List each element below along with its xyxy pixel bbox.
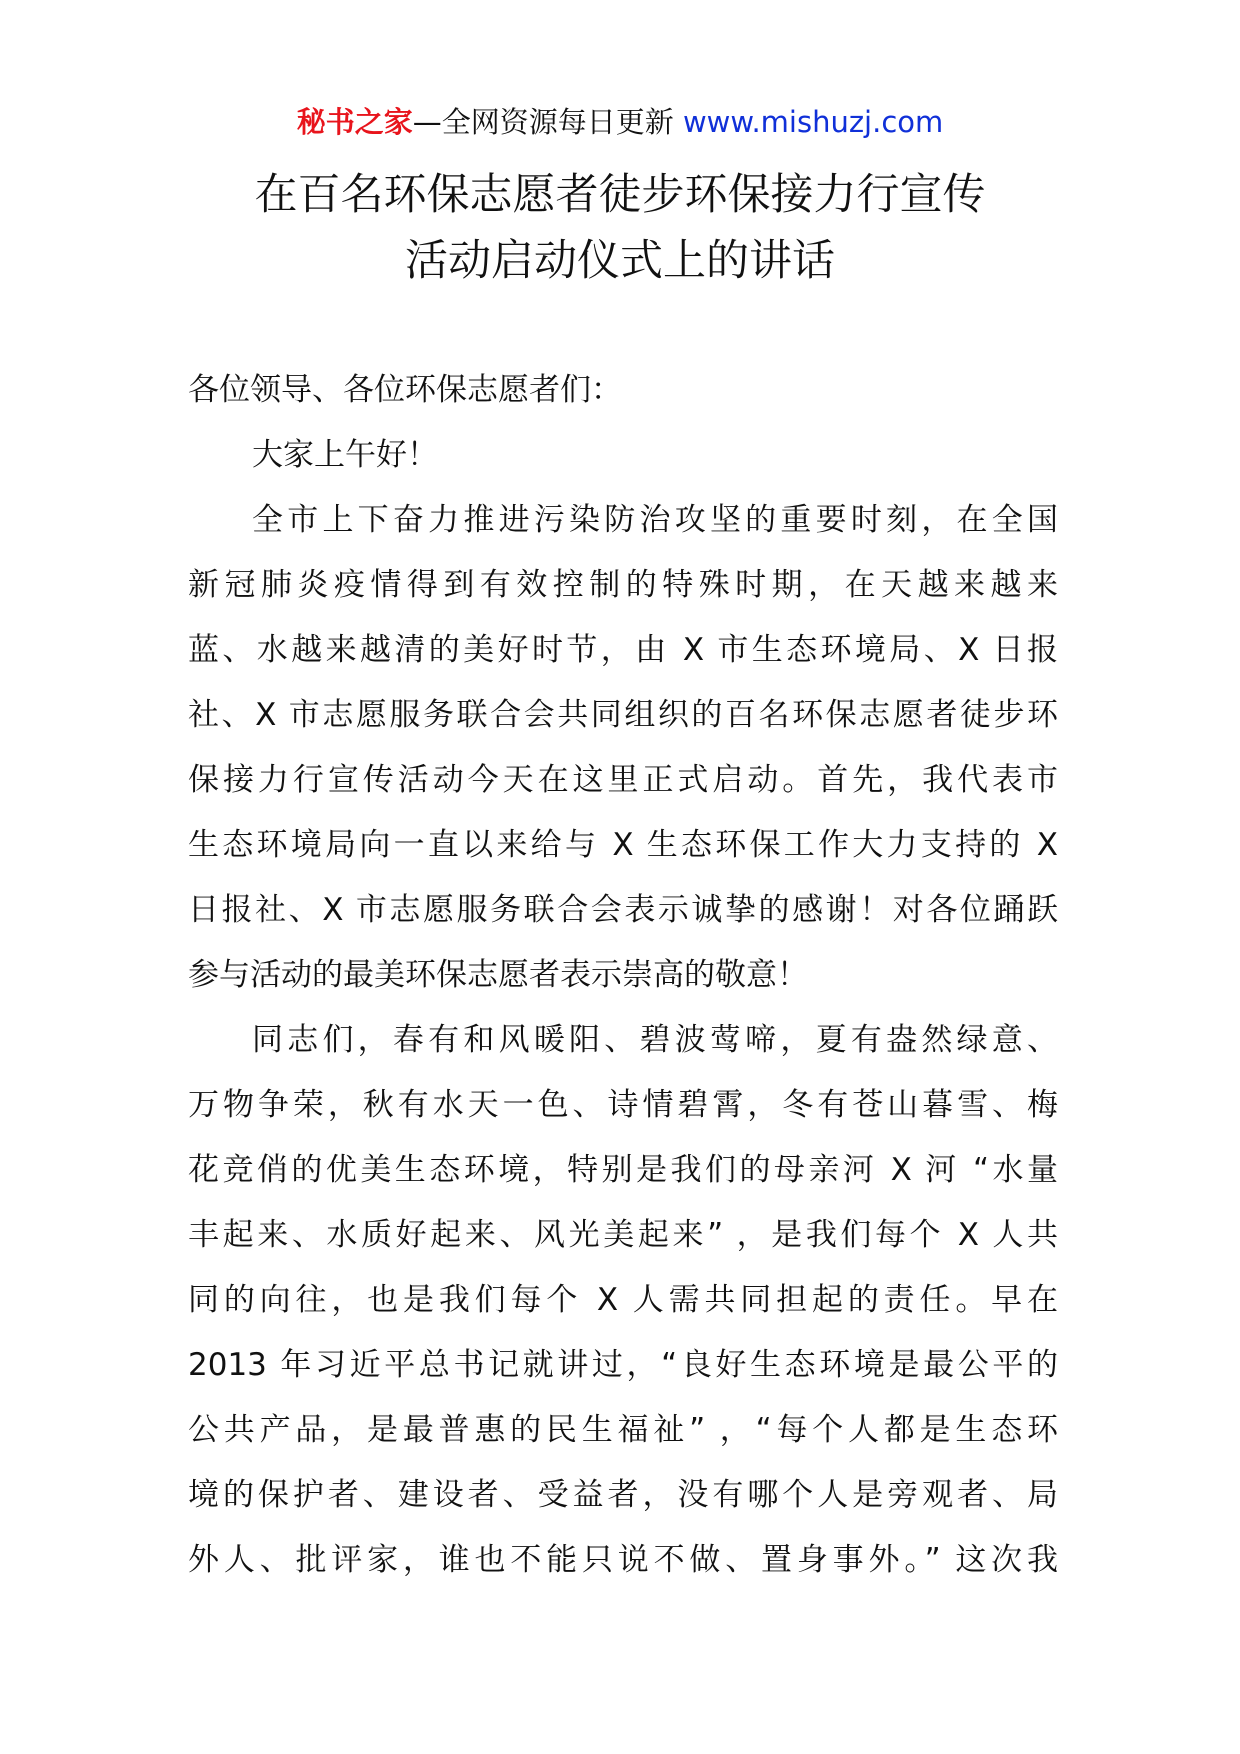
document-title [0,162,1240,294]
paragraph-line: 2013 年习近平总书记就讲过，“良好生态环境是最公平的 [188,1347,1058,1383]
paragraph-line: 保接力行宣传活动今天在这里正式启动。首先，我代表市 [188,762,1058,798]
paragraph-line: 日报社、X 市志愿服务联合会表示诚挚的感谢！对各位踊跃 [188,892,1058,928]
paragraph-line: 新冠肺炎疫情得到有效控制的特殊时期，在天越来越来 [188,567,1058,603]
site-slogan: —全网资源每日更新 [412,105,683,139]
paragraph-line: 同的向往，也是我们每个 X 人需共同担起的责任。早在 [188,1282,1058,1318]
paragraph-line: 同志们，春有和风暖阳、碧波莺啼，夏有盎然绿意、 [252,1022,1058,1058]
paragraph-line: 万物争荣，秋有水天一色、诗情碧霄，冬有苍山暮雪、梅 [188,1087,1058,1123]
paragraph-line: 境的保护者、建设者、受益者，没有哪个人是旁观者、局 [188,1477,1058,1513]
paragraph-line: 外人、批评家，谁也不能只说不做、置身事外。” 这次我 [188,1542,1058,1578]
paragraph-1 [188,488,1058,1008]
salutation: 各位领导、各位环保志愿者们： [188,372,622,408]
paragraph-line: 蓝、水越来越清的美好时节，由 X 市生态环境局、X 日报 [188,632,1058,668]
paragraph-line: 全市上下奋力推进污染防治攻坚的重要时刻，在全国 [252,502,1058,538]
paragraph-line: 公共产品，是最普惠的民生福祉” ，“每个人都是生态环 [188,1412,1058,1448]
site-header [0,102,1240,142]
paragraph-line: 参与活动的最美环保志愿者表示崇高的敬意！ [188,957,808,993]
title-line-1: 在百名环保志愿者徒步环保接力行宣传 [254,170,986,220]
site-brand: 秘书之家 [296,105,413,139]
paragraph-line: 社、X 市志愿服务联合会共同组织的百名环保志愿者徒步环 [188,697,1058,733]
paragraph-2 [188,1008,1058,1593]
document-body [188,358,1058,1593]
paragraph-line: 生态环境局向一直以来给与 X 生态环保工作大力支持的 X [188,827,1058,863]
paragraph-line: 丰起来、水质好起来、风光美起来” ，是我们每个 X 人共 [188,1217,1058,1253]
site-url-link[interactable]: www.mishuzj.com [682,105,944,139]
title-line-2: 活动启动仪式上的讲话 [405,236,835,286]
paragraph-line: 花竞俏的优美生态环境，特别是我们的母亲河 X 河 “水量 [188,1152,1058,1188]
greeting: 大家上午好！ [252,437,438,473]
